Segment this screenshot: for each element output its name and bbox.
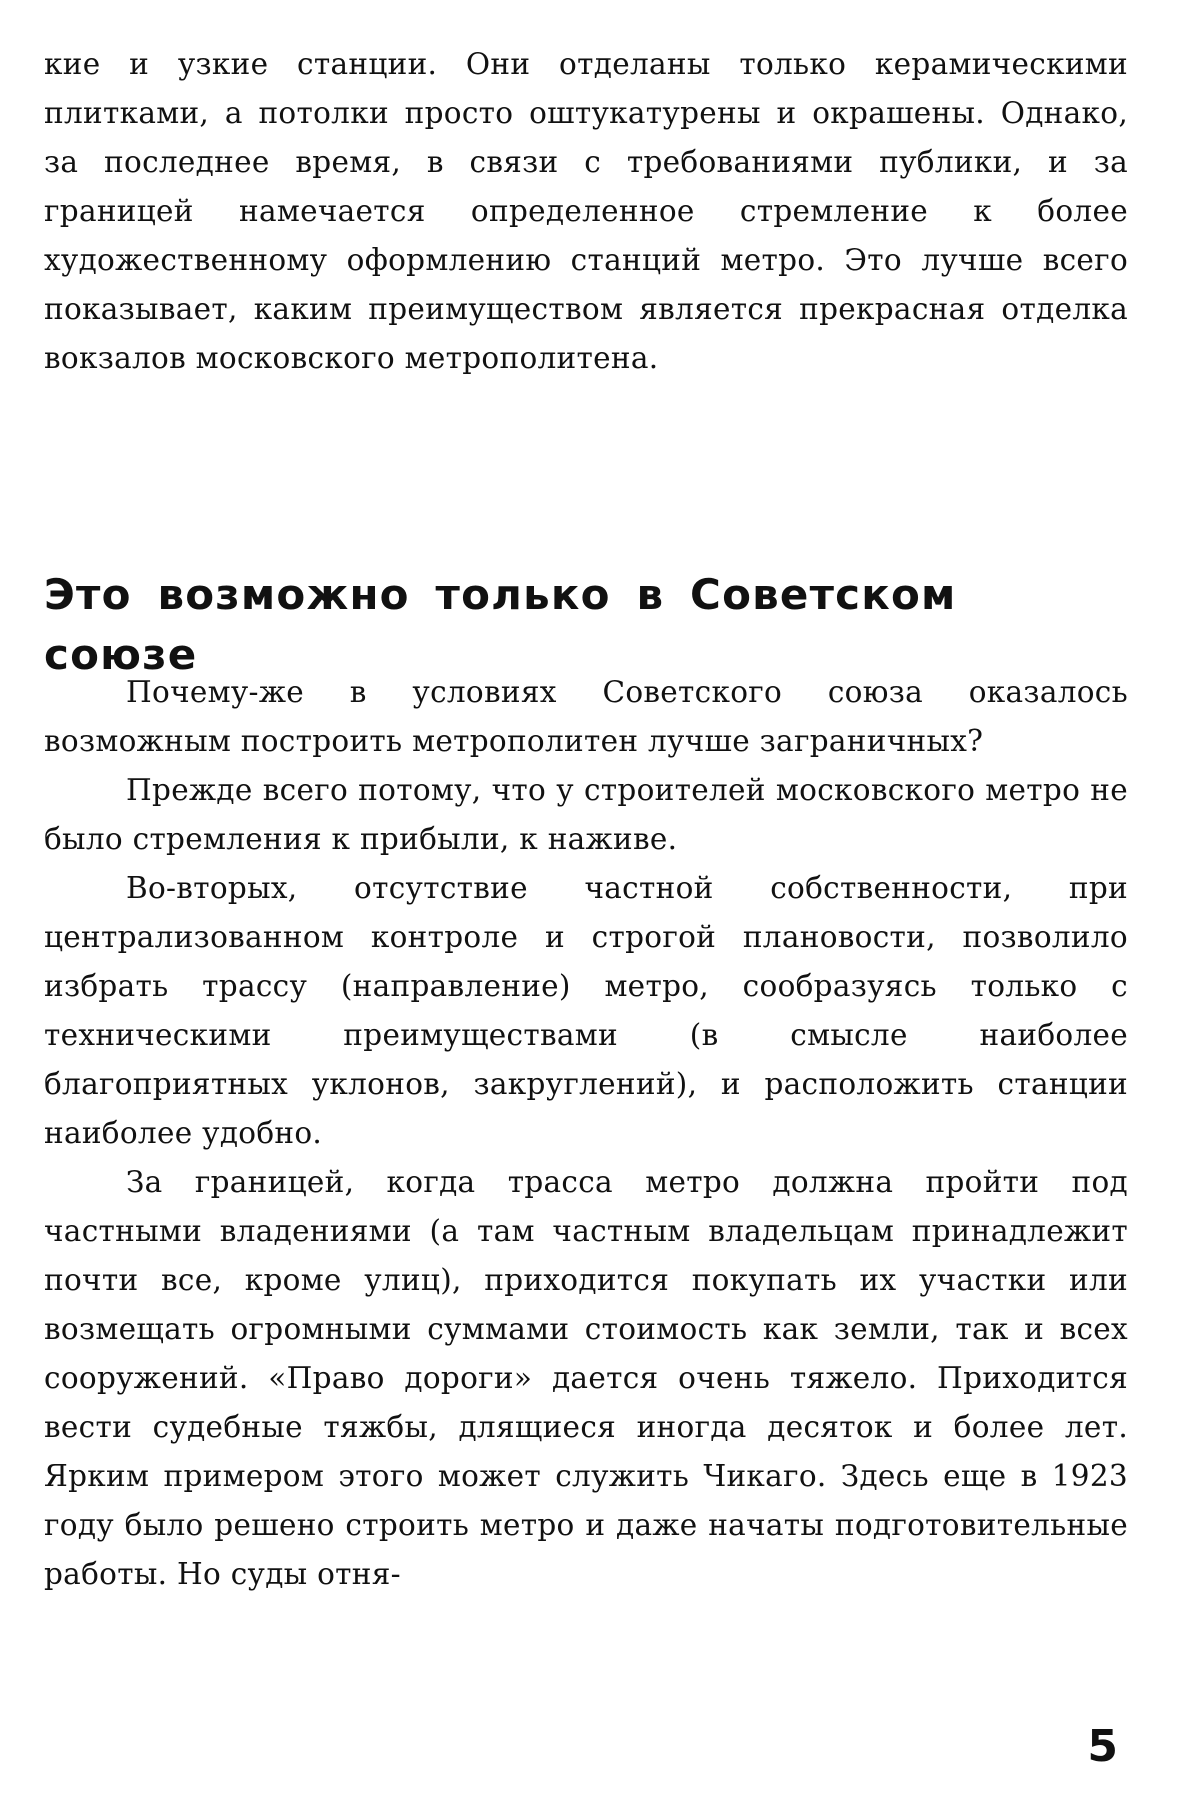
page-number: 5 [1087, 1721, 1118, 1772]
section-heading: Это возможно только в Советском союзе [44, 570, 957, 679]
body-paragraph-abroad: За границей, когда трасса метро должна пройти под частными владениями (а там частным владельцам принадлежит почти все, кроме улиц), приходится покупать их участки или возмещать огромными суммами стоимость как земли, так и всех сооружений. «Право дороги» дается очень тяжело. Приходится вести судебные тяжбы, длящиеся иногда десяток и более лет. Ярким примером этого может служить Чикаго. Здесь еще в 1923 году было решено строить метро и даже начаты подготовительные работы. Но суды отня- [44, 1165, 1128, 1591]
book-page [44, 40, 1128, 1770]
body-paragraph-first-reason: Прежде всего потому, что у строителей московского метро не было стремления к прибыли, к наживе. [44, 773, 1128, 856]
body-paragraph-question: Почему-же в условиях Советского союза оказалось возможным построить метрополитен лучше заграничных? [44, 675, 1128, 758]
body-paragraph-second-reason: Во-вторых, отсутствие частной собственности, при централизованном контроле и строгой плановости, позволило избрать трассу (направление) метро, сообразуясь только с техническими преимуществами (в смысле наиболее благоприятных уклонов, закруглений), и расположить станции наиболее удобно. [44, 871, 1128, 1150]
intro-paragraph: кие и узкие станции. Они отделаны только керамическими плитками, а потолки просто оштукатурены и окрашены. Однако, за последнее время, в связи с требованиями публики, и за границей намечается определенное стремление к более художественному оформлению станций метро. Это лучше всего показывает, каким преимуществом является прекрасная отделка вокзалов московского метрополитена. [44, 47, 1128, 375]
section-body [44, 668, 1128, 1599]
